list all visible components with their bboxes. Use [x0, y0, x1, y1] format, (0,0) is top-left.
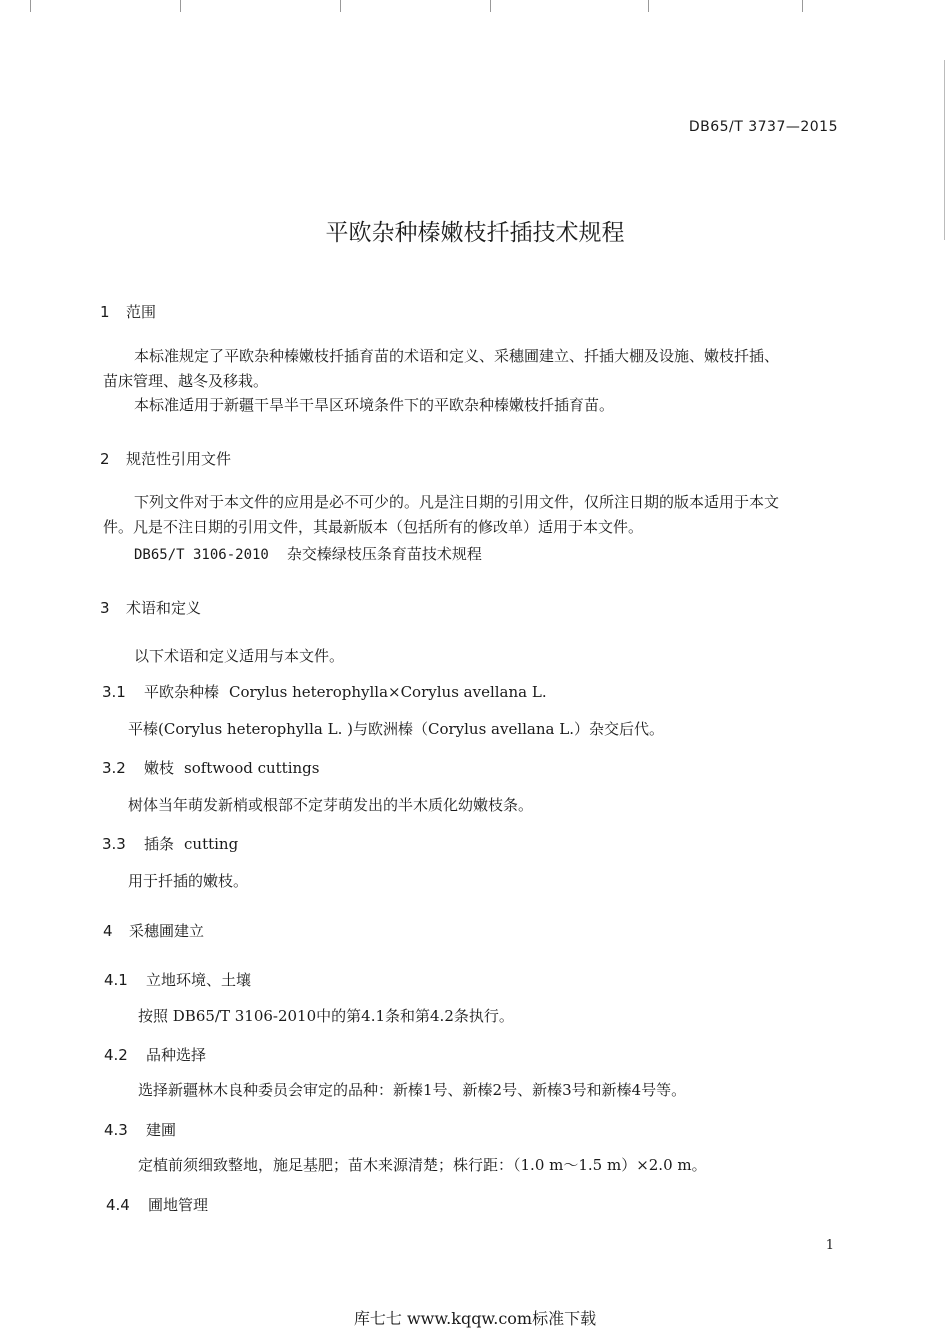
paragraph: 定植前须细致整地，施足基肥；苗木来源清楚；株行距：（1.0 m～1.5 m）×2.0 m。: [138, 1156, 707, 1174]
subsection-heading-4-4: 4.4 圃地管理: [106, 1196, 209, 1214]
paragraph: 选择新疆林木良种委员会审定的品种：新榛1号、新榛2号、新榛3号和新榛4号等。: [138, 1081, 687, 1099]
page-number: 1: [825, 1238, 834, 1253]
document-title: 平欧杂种榛嫩枝扦插技术规程: [325, 220, 625, 246]
paragraph: 件。凡是不注日期的引用文件，其最新版本（包括所有的修改单）适用于本文件。: [103, 518, 644, 536]
scan-edge-mark: [648, 0, 649, 12]
scan-edge-mark: [340, 0, 341, 12]
subsection-heading-4-1: 4.1 立地环境、土壤: [104, 971, 252, 989]
paragraph: 以下术语和定义适用与本文件。: [134, 647, 345, 665]
paragraph: 下列文件对于本文件的应用是必不可少的。凡是注日期的引用文件，仅所注日期的版本适用于本文: [134, 493, 780, 511]
paragraph: 按照 DB65/T 3106-2010中的第4.1条和第4.2条执行。: [138, 1007, 514, 1025]
scan-edge-mark: [802, 0, 803, 12]
scan-edge-mark: [490, 0, 491, 12]
section-heading-3: 3 术语和定义: [100, 599, 202, 617]
term-definition: 树体当年萌发新梢或根部不定芽萌发出的半木质化幼嫩枝条。: [128, 796, 534, 814]
paragraph: 苗床管理、越冬及移栽。: [103, 372, 269, 390]
section-heading-1: 1 范围: [100, 303, 157, 321]
term-definition: 用于扦插的嫩枝。: [128, 872, 249, 890]
term-heading-3-2: 3.2 嫩枝 softwood cuttings: [102, 759, 320, 777]
scan-edge-mark: [30, 0, 31, 12]
footer-watermark: 库七七 www.kqqw.com标准下载: [353, 1309, 597, 1328]
section-heading-4: 4 采穗圃建立: [103, 922, 205, 940]
term-heading-3-1: 3.1 平欧杂种榛 Corylus heterophylla×Corylus avellana L.: [102, 683, 547, 701]
term-definition: 平榛(Corylus heterophylla L. )与欧洲榛（Corylus avellana L.）杂交后代。: [128, 720, 664, 738]
paragraph: 本标准适用于新疆干旱半干旱区环境条件下的平欧杂种榛嫩枝扦插育苗。: [134, 396, 615, 414]
scan-edge-mark: [180, 0, 181, 12]
subsection-heading-4-2: 4.2 品种选择: [104, 1046, 207, 1064]
subsection-heading-4-3: 4.3 建圃: [104, 1121, 177, 1139]
scan-edge-mark: [944, 60, 945, 240]
paragraph: 本标准规定了平欧杂种榛嫩枝扦插育苗的术语和定义、采穗圃建立、扦插大棚及设施、嫩枝扦插、: [134, 347, 780, 365]
standard-code: DB65/T 3737—2015: [688, 119, 838, 135]
reference-entry: DB65/T 3106-2010 杂交榛绿枝压条育苗技术规程: [134, 545, 482, 563]
section-heading-2: 2 规范性引用文件: [100, 450, 232, 468]
term-heading-3-3: 3.3 插条 cutting: [102, 835, 239, 853]
